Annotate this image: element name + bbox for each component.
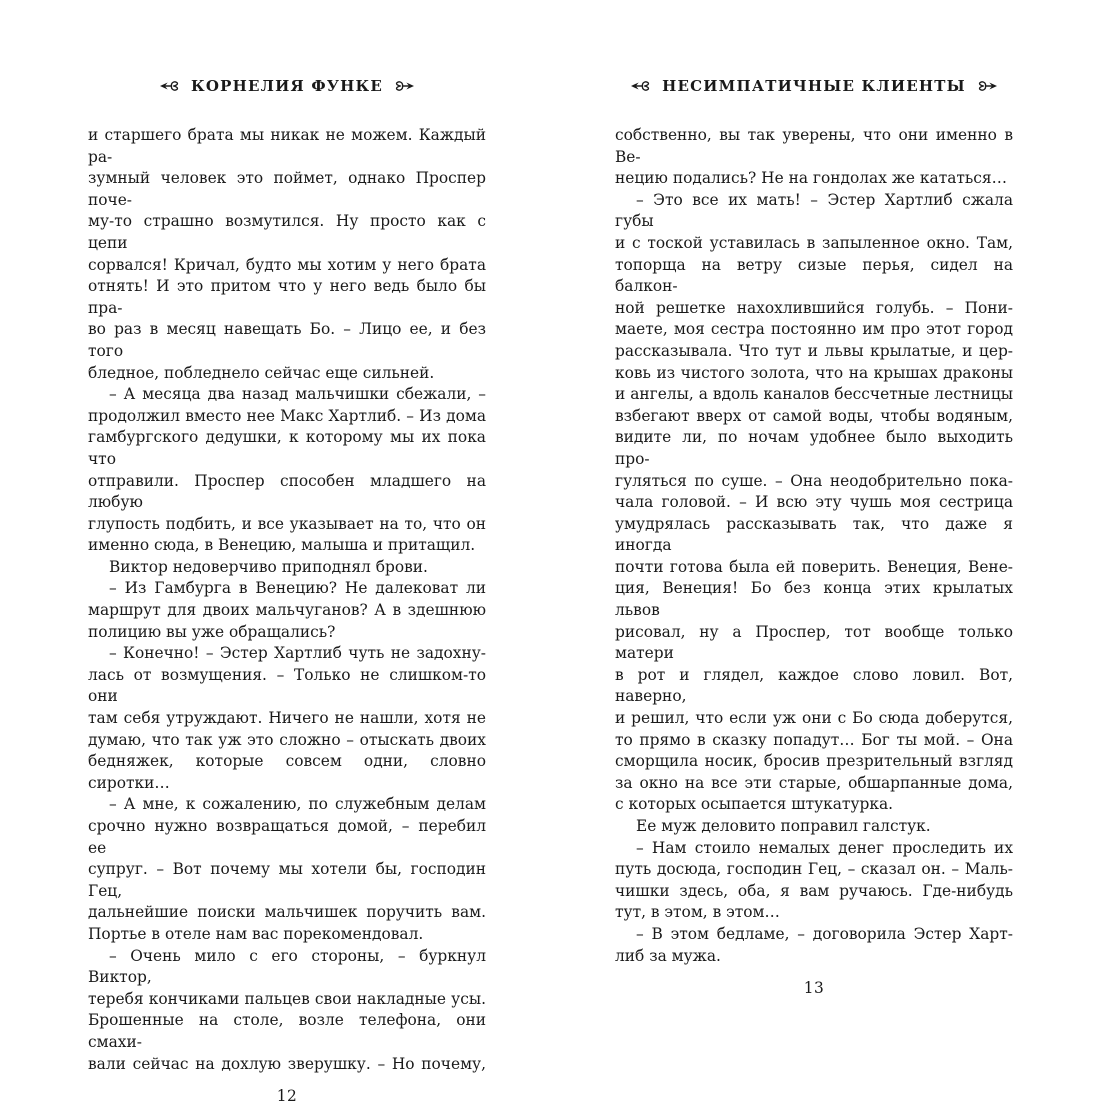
text-line: там себя утруждают. Ничего не нашли, хотя не (88, 709, 486, 728)
text-line: полицию вы уже обращались? (88, 622, 336, 641)
text-line: почти готова была ей поверить. Венеция, Вене- (615, 557, 1013, 576)
text-line: умудрялась рассказывать так, что даже я иногда (615, 514, 1013, 555)
page-left (88, 76, 486, 1105)
fleuron-arrow-left-icon (631, 80, 652, 92)
text-line: и ангелы, а вдоль каналов бессчетные лестницы (615, 385, 1013, 404)
text-line: сорвался! Кричал, будто мы хотим у него брата (88, 255, 486, 274)
header-title: КОРНЕЛИЯ ФУНКЕ (191, 77, 383, 95)
text-line: ной решетке нахохлившийся голубь. – Пони- (615, 298, 1013, 317)
text-line: взбегают вверх от самой воды, чтобы водяным, (615, 406, 1013, 425)
text-line: либ за мужа. (615, 946, 721, 965)
text-line: глупость подбить, и все указывает на то, что он (88, 514, 486, 533)
text-line: – Очень мило с его стороны, – буркнул Виктор, (88, 946, 486, 987)
text-line: – А месяца два назад мальчишки сбежали, – (109, 385, 486, 404)
text-line: гамбургского дедушки, к которому мы их пока что (88, 428, 486, 468)
text-line: супруг. – Вот почему мы хотели бы, господин Гец, (88, 860, 486, 900)
text-line: нецию подались? Не на гондолах же кататься… (615, 169, 1008, 188)
text-line: то прямо в сказку попадут… Бог ты мой. – Она (615, 730, 1013, 749)
text-line: маршрут для двоих мальчуганов? А в здешнюю (88, 601, 486, 620)
text-line: теребя кончиками пальцев свои накладные усы. (88, 989, 486, 1008)
text-line: лась от возмущения. – Только не слишком-то они (88, 665, 486, 706)
fleuron-arrow-right-icon (393, 80, 414, 92)
text-line: и с тоской уставилась в запыленное окно. Там, (615, 233, 1013, 252)
running-header (615, 76, 1013, 96)
text-line: Виктор недоверчиво приподнял брови. (109, 557, 428, 576)
text-line: отправили. Проспер способен младшего на любую (88, 471, 486, 512)
text-line: тут, в этом, в этом… (615, 903, 780, 922)
text-line: топорща на ветру сизые перья, сидел на балкон- (615, 255, 1013, 296)
text-line: гуляться по суше. – Она неодобрительно пока- (615, 471, 1013, 490)
text-line: продолжил вместо нее Макс Хартлиб. – Из дома (88, 406, 486, 425)
body-text (615, 125, 1013, 967)
fleuron-arrow-right-icon (976, 80, 997, 92)
text-line: чала головой. – И всю эту чушь моя сестрица (615, 493, 1013, 512)
text-line: собственно, вы так уверены, что они именно в Ве- (615, 126, 1013, 166)
header-title: НЕСИМПАТИЧНЫЕ КЛИЕНТЫ (662, 77, 966, 95)
text-line: срочно нужно возвращаться домой, – перебил ее (88, 817, 486, 857)
text-line: маете, моя сестра постоянно им про этот город (615, 320, 1013, 339)
page-number: 13 (803, 979, 825, 998)
text-line: ция, Венеция! Бо без конца этих крылатых львов (615, 579, 1013, 620)
text-line: видите ли, по ночам удобнее было выходить про- (615, 428, 1013, 468)
text-line: бедняжек, которые совсем одни, словно сиротки… (88, 752, 486, 792)
text-line: рисовал, ну а Проспер, тот вообще только матери (615, 622, 1013, 663)
text-line: – Нам стоило немалых денег проследить их (636, 838, 1013, 857)
page-number: 12 (276, 1087, 298, 1105)
text-line: за окно на все эти старые, обшарпанные дома, (615, 773, 1013, 792)
text-line: ковь из чистого золота, что на крышах драконы (615, 363, 1013, 382)
text-line: Портье в отеле нам вас порекомендовал. (88, 924, 424, 943)
text-line: чишки здесь, оба, я вам ручаюсь. Где-нибудь (615, 881, 1013, 900)
text-line: в рот и глядел, каждое слово ловил. Вот, наверно, (615, 665, 1013, 706)
text-line: му-то страшно возмутился. Ну просто как с цепи (88, 212, 486, 252)
text-line: – Из Гамбурга в Венецию? Не далековат ли (109, 579, 486, 598)
text-line: с которых осыпается штукатурка. (615, 795, 894, 814)
text-line: во раз в месяц навещать Бо. – Лицо ее, и без того (88, 320, 486, 360)
text-line: – А мне, к сожалению, по служебным делам (109, 795, 486, 814)
text-line: бледное, побледнело сейчас еще сильней. (88, 363, 435, 382)
text-line: – Конечно! – Эстер Хартлиб чуть не задохну- (109, 644, 486, 663)
text-line: – В этом бедламе, – договорила Эстер Харт- (636, 924, 1013, 943)
text-line: думаю, что так уж это сложно – отыскать двоих (88, 730, 486, 749)
text-line: именно сюда, в Венецию, малыша и притащил. (88, 536, 476, 555)
text-line: – Это все их мать! – Эстер Хартлиб сжала губы (615, 190, 1013, 231)
text-line: вали сейчас на дохлую зверушку. – Но почему, (88, 1054, 486, 1073)
page-right (615, 76, 1013, 997)
text-line: Брошенные на столе, возле телефона, они смахи- (88, 1011, 486, 1051)
running-header (88, 76, 486, 96)
fleuron-arrow-left-icon (160, 80, 181, 92)
text-line: путь досюда, господин Гец, – сказал он. – Маль- (615, 860, 1013, 879)
text-line: отнять! И это притом что у него ведь было бы пра- (88, 277, 486, 317)
text-line: и решил, что если уж они с Бо сюда доберутся, (615, 709, 1013, 728)
body-text (88, 125, 486, 1075)
text-line: и старшего брата мы никак не можем. Каждый ра- (88, 126, 486, 166)
text-line: рассказывала. Что тут и львы крылатые, и цер- (615, 341, 1013, 360)
text-line: сморщила носик, бросив презрительный взгляд (615, 752, 1013, 771)
text-line: дальнейшие поиски мальчишек поручить вам. (88, 903, 486, 922)
text-line: зумный человек это поймет, однако Проспер поче- (88, 169, 486, 209)
text-line: Ее муж деловито поправил галстук. (636, 817, 931, 835)
